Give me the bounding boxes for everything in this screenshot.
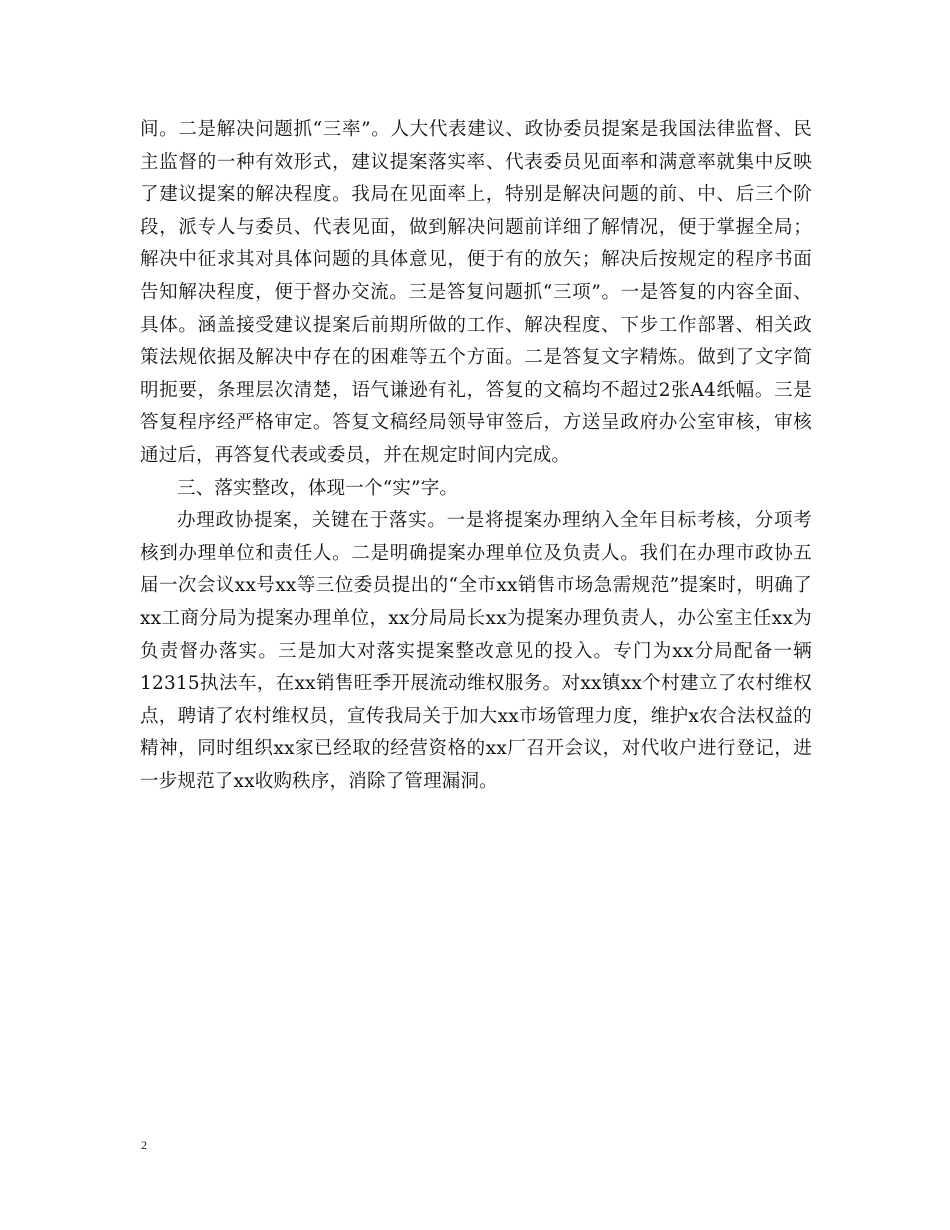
paragraph-continuation: 间。二是解决问题抓“三率”。人大代表建议、政协委员提案是我国法律监督、民主监督的一种有效形式，建议提案落实率、代表委员见面率和满意率就集中反映了建议提案的解决程度。我局在见面率上，特别是解决问题的前、中、后三个阶段，派专人与委员、代表见面，做到解决问题前详细了解情况，便于掌握全局；解决中征求其对具体问题的具体意见，便于有的放矢；解决后按规定的程序书面告知解决程度，便于督办交流。三是答复问题抓“三项”。一是答复的内容全面、具体。涵盖接受建议提案后前期所做的工作、解决程度、下步工作部署、相关政策法规依据及解决中存在的困难等五个方面。二是答复文字精炼。做到了文字简明扼要，条理层次清楚，语气谦逊有礼，答复的文稿均不超过2张A4纸幅。三是答复程序经严格审定。答复文稿经局领导审签后，方送呈政府办公室审核，审核通过后，再答复代表或委员，并在规定时间内完成。	[140, 119, 812, 466]
section-heading: 三、落实整改，体现一个“实”字。	[177, 477, 459, 499]
body-text	[140, 114, 812, 798]
page-number: 2	[141, 1138, 147, 1152]
paragraph-implementation: 办理政协提案，关键在于落实。一是将提案办理纳入全年目标考核，分项考核到办理单位和责任人。二是明确提案办理单位及负责人。我们在办理市政协五届一次会议xx号xx等三位委员提出的“全市xx销售市场急需规范”提案时，明确了xx工商分局为提案办理单位，xx分局局长xx为提案办理负责人，办公室主任xx为负责督办落实。三是加大对落实提案整改意见的投入。专门为xx分局配备一辆12315执法车，在xx销售旺季开展流动维权服务。对xx镇xx个村建立了农村维权点，聘请了农村维权员，宣传我局关于加大xx市场管理力度，维护x农合法权益的精神，同时组织xx家已经取的经营资格的xx厂召开会议，对代收户进行登记，进一步规范了xx收购秩序，消除了管理漏洞。	[140, 510, 812, 792]
